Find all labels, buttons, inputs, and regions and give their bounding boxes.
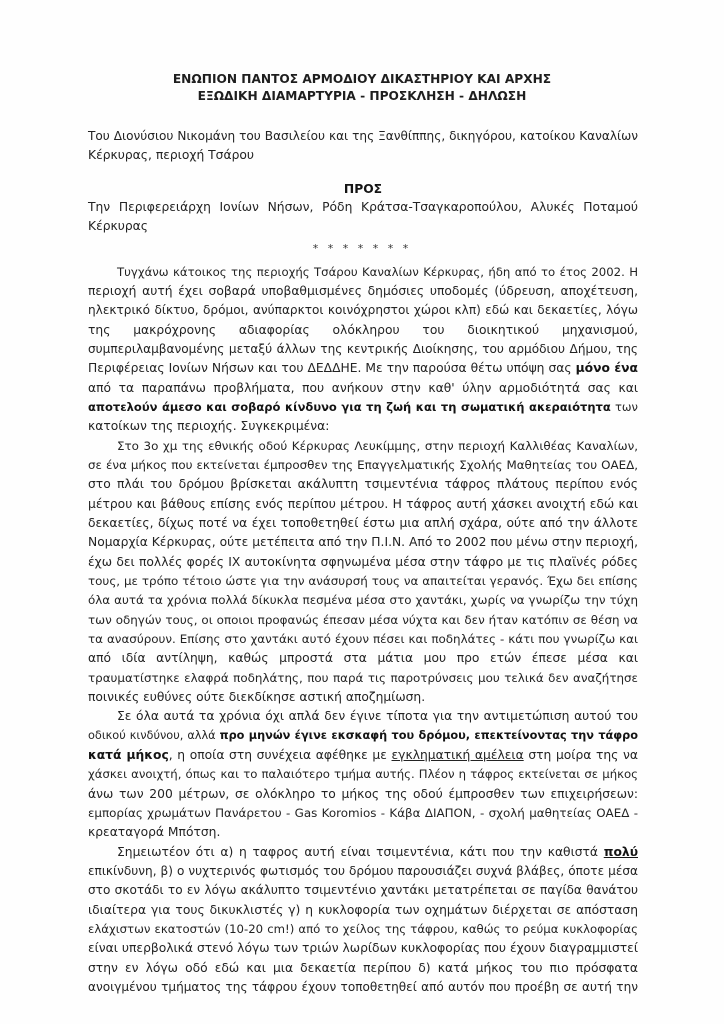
paragraph-2-line: τα ανασύρουν. Επίσης στο χαντάκι αυτό έχουν πέσει και ποδηλάτες - κάτι που γνωρίζω και xyxy=(88,632,638,646)
recipient-line-2: Κέρκυρας xyxy=(88,219,149,233)
paragraph-1-line xyxy=(88,399,638,415)
document-title-line-2: ΕΞΩΔΙΚΗ ΔΙΑΜΑΡΤΥΡΙΑ - ΠΡΟΣΚΛΗΣΗ - ΔΗΛΩΣΗ xyxy=(197,89,527,103)
paragraph-2-line: στο πλάι του δρόμου βρίσκεται ακάλυπτη τσιμεντένια τάφρος πλάτους περίπου ενός xyxy=(88,477,638,491)
paragraph-2-line: από ιδία αντίληψη, καθώς μπροστά στα μάτια μου προ ετών έπεσε μέσα και xyxy=(88,651,638,665)
sender-line-2: Κέρκυρας, περιοχή Τσάρου xyxy=(88,148,255,162)
paragraph-2-line: τραυματίστηκε ελαφρά ποδηλάτης, που παρά τις παροτρύνσεις μου τελικά δεν αναζήτησε xyxy=(88,671,638,685)
paragraph-4-line: στην εν λόγω οδό εδώ και μια δεκαετία περίπου δ) κατά μήκος του πιο πρόσφατα xyxy=(88,961,638,975)
paragraph-4-line: ιδιαίτερα για τους δικυκλιστές γ) η κυκλοφορία των οχημάτων διέρχεται σε απόσταση xyxy=(88,903,638,917)
to-heading-text: ΠΡΟΣ xyxy=(343,182,383,196)
document-title-line-1: ΕΝΩΠΙΟΝ ΠΑΝΤΟΣ ΑΡΜΟΔΙΟΥ ΔΙΚΑΣΤΗΡΙΟΥ ΚΑΙ ΑΡΧΗΣ xyxy=(172,72,552,86)
paragraph-2-line: δεκαετίες, δίχως ποτέ να έχει τοποθετηθεί έστω μια απλή σχάρα, ούτε από την άλλοτε xyxy=(88,516,638,530)
paragraph-3-line xyxy=(88,747,638,763)
to-heading xyxy=(88,181,638,197)
paragraph-1-line: κατοίκων της περιοχής. Συγκεκριμένα: xyxy=(88,419,330,433)
paragraph-4-line: στο σκοτάδι το εν λόγω ακάλυπτο τσιμεντένιο χαντάκι μετατρέπεται σε παγίδα θανάτου xyxy=(88,883,638,897)
text-run: Περιφέρειας Ιονίων Νήσων και του ΔΕΔΔΗΕ. Με την παρούσα θέτω υπόψη σας xyxy=(88,361,576,375)
paragraph-1-line: ηλεκτρικό δίκτυο, δρόμοι, ανύπαρκτοι κοινόχρηστοι χώροι κλπ) εδώ και δεκαετίες, λόγω xyxy=(88,303,638,317)
paragraph-4-line: ανοιγμένου τμήματος της τάφρου έχουν τοποθετηθεί από αυτόν που προέβη σε αυτή την xyxy=(88,980,638,994)
section-separator: * * * * * * * xyxy=(312,242,412,255)
paragraph-2-line: σε ένα μήκος που εκτείνεται έμπροσθεν της Επαγγελματικής Σχολής Μαθητείας του ΟΑΕΔ, xyxy=(88,458,638,472)
emphasis-text: μόνο ένα xyxy=(575,361,639,375)
text-run: στη μοίρα της να xyxy=(523,748,638,762)
paragraph-2-line: Νομαρχία Κέρκυρας, ούτε μετέπειτα από την Π.Ι.Ν. Από το 2002 που μένω στην περιοχή, xyxy=(88,535,638,549)
emphasis-underlined-text: πολύ xyxy=(603,845,638,859)
paragraph-2-line: ποινικές ευθύνες ούτε διεκδίκησε αστική αποζημίωση. xyxy=(88,690,426,704)
paragraph-3-line: χάσκει ανοιχτή, όπως και το παλαιότερο τμήμα αυτής. Πλέον η τάφρος εκτείνεται σε μήκος xyxy=(88,767,638,781)
paragraph-3-line: άνω των 200 μέτρων, σε ολόκληρο το μήκος της οδού έμπροσθεν των επιχειρήσεων: xyxy=(88,787,638,801)
paragraph-2-line: Στο 3ο χμ της εθνικής οδού Κέρκυρας Λευκίμμης, στην περιοχή Καλλιθέας Καναλίων, xyxy=(117,439,638,453)
emphasis-text: κατά μήκος xyxy=(88,748,169,762)
paragraph-2-line: έχω δει πολλές φορές ΙΧ αυτοκίνητα σφηνωμένα μέσα στην τάφρο με τις πλαϊνές ρόδες xyxy=(88,555,638,569)
underlined-text: εγκληματική αμέλεια xyxy=(391,748,524,762)
text-run: των xyxy=(610,400,638,414)
paragraph-2-line: μέτρου και βάθους επίσης ενός περίπου μέτρου. Η τάφρος αυτή χάσκει ανοιχτή εδώ και xyxy=(88,497,638,511)
paragraph-3-line: Σε όλα αυτά τα χρόνια όχι απλά δεν έγινε τίποτα για την αντιμετώπιση αυτού του xyxy=(117,709,638,723)
paragraph-3-line xyxy=(88,728,638,744)
paragraph-4-line: είναι υπερβολικά στενό λόγω των τριών λωρίδων κυκλοφορίας που έχουν διαγραμμιστεί xyxy=(88,941,638,955)
paragraph-2-line: όλα αυτά τα χρόνια πολλά δίκυκλα πεσμένα μέσα στο χαντάκι, χωρίς να γνωρίζω την τύχη xyxy=(88,593,638,607)
sender-line-1: Του Διονύσιου Νικομάνη του Βασιλείου και της Ξανθίππης, δικηγόρου, κατοίκου Καναλίων xyxy=(88,129,638,143)
paragraph-2-line: τους, με τρόπο τέτοιο ώστε για την ανάσυρσή τους να απαιτείται γερανός. Έχω δει επίσης xyxy=(88,574,638,588)
text-run: , η οποία στη συνέχεια αφέθηκε με xyxy=(168,748,392,762)
emphasis-text: προ μηνών έγινε εκσκαφή του δρόμου, επεκτείνοντας την τάφρο xyxy=(219,729,638,742)
paragraph-1-line: της μακρόχρονης αδιαφορίας ολόκληρου του διοικητικού μηχανισμού, xyxy=(88,323,638,337)
paragraph-1-line xyxy=(88,360,638,376)
recipient-line-1: Την Περιφερειάρχη Ιονίων Νήσων, Ρόδη Κράτσα-Τσαγκαροπούλου, Αλυκές Ποταμού xyxy=(88,200,638,214)
paragraph-4-line: ελάχιστων εκατοστών (10-20 cm!) από το χείλος της τάφρου, καθώς το ρεύμα κυκλοφορίας xyxy=(88,922,638,936)
paragraph-3-line: εμπορίας χρωμάτων Πανάρετου - Gas Koromios - Κάβα ΔΙΑΠΟΝ, - σχολή μαθητείας ΟΑΕΔ - xyxy=(88,806,638,820)
text-run: οδικού κινδύνου, αλλά xyxy=(88,729,220,742)
paragraph-4-line: επικίνδυνη, β) ο νυχτερινός φωτισμός του δρόμου παρουσιάζει συχνά βλάβες, όποτε μέσα xyxy=(88,864,638,878)
text-run: Σημειωτέον ότι α) η ταφρος αυτή είναι τσιμεντένια, κάτι που την καθιστά xyxy=(117,845,604,859)
paragraph-2-line: των οδηγών τους, οι οποιοι προφανώς έπεσαν μέσα νύχτα και δεν ήταν κατόπιν σε θέση να xyxy=(88,613,638,627)
paragraph-1-line: Τυγχάνω κάτοικος της περιοχής Τσάρου Καναλίων Κέρκυρας, ήδη από το έτος 2002. Η xyxy=(117,265,638,279)
paragraph-3-line: κρεαταγορά Μπότση. xyxy=(88,825,221,839)
paragraph-1-line: περιοχή αυτή έχει σοβαρά υποβαθμισμένες δημόσιες υποδομές (ύδρευση, αποχέτευση, xyxy=(88,284,638,298)
paragraph-4-line xyxy=(117,844,638,860)
emphasis-text: αποτελούν άμεσο και σοβαρό κίνδυνο για τη ζωή και τη σωματική ακεραιότητα xyxy=(88,400,611,414)
paragraph-1-line: συμπεριλαμβανομένης μεταξύ άλλων της κεντρικής Διοίκησης, του αρμόδιου Δήμου, της xyxy=(88,342,638,356)
paragraph-1-line: από τα παραπάνω προβλήματα, που ανήκουν στην καθ' ύλην αρμοδιότητά σας και xyxy=(88,381,638,395)
